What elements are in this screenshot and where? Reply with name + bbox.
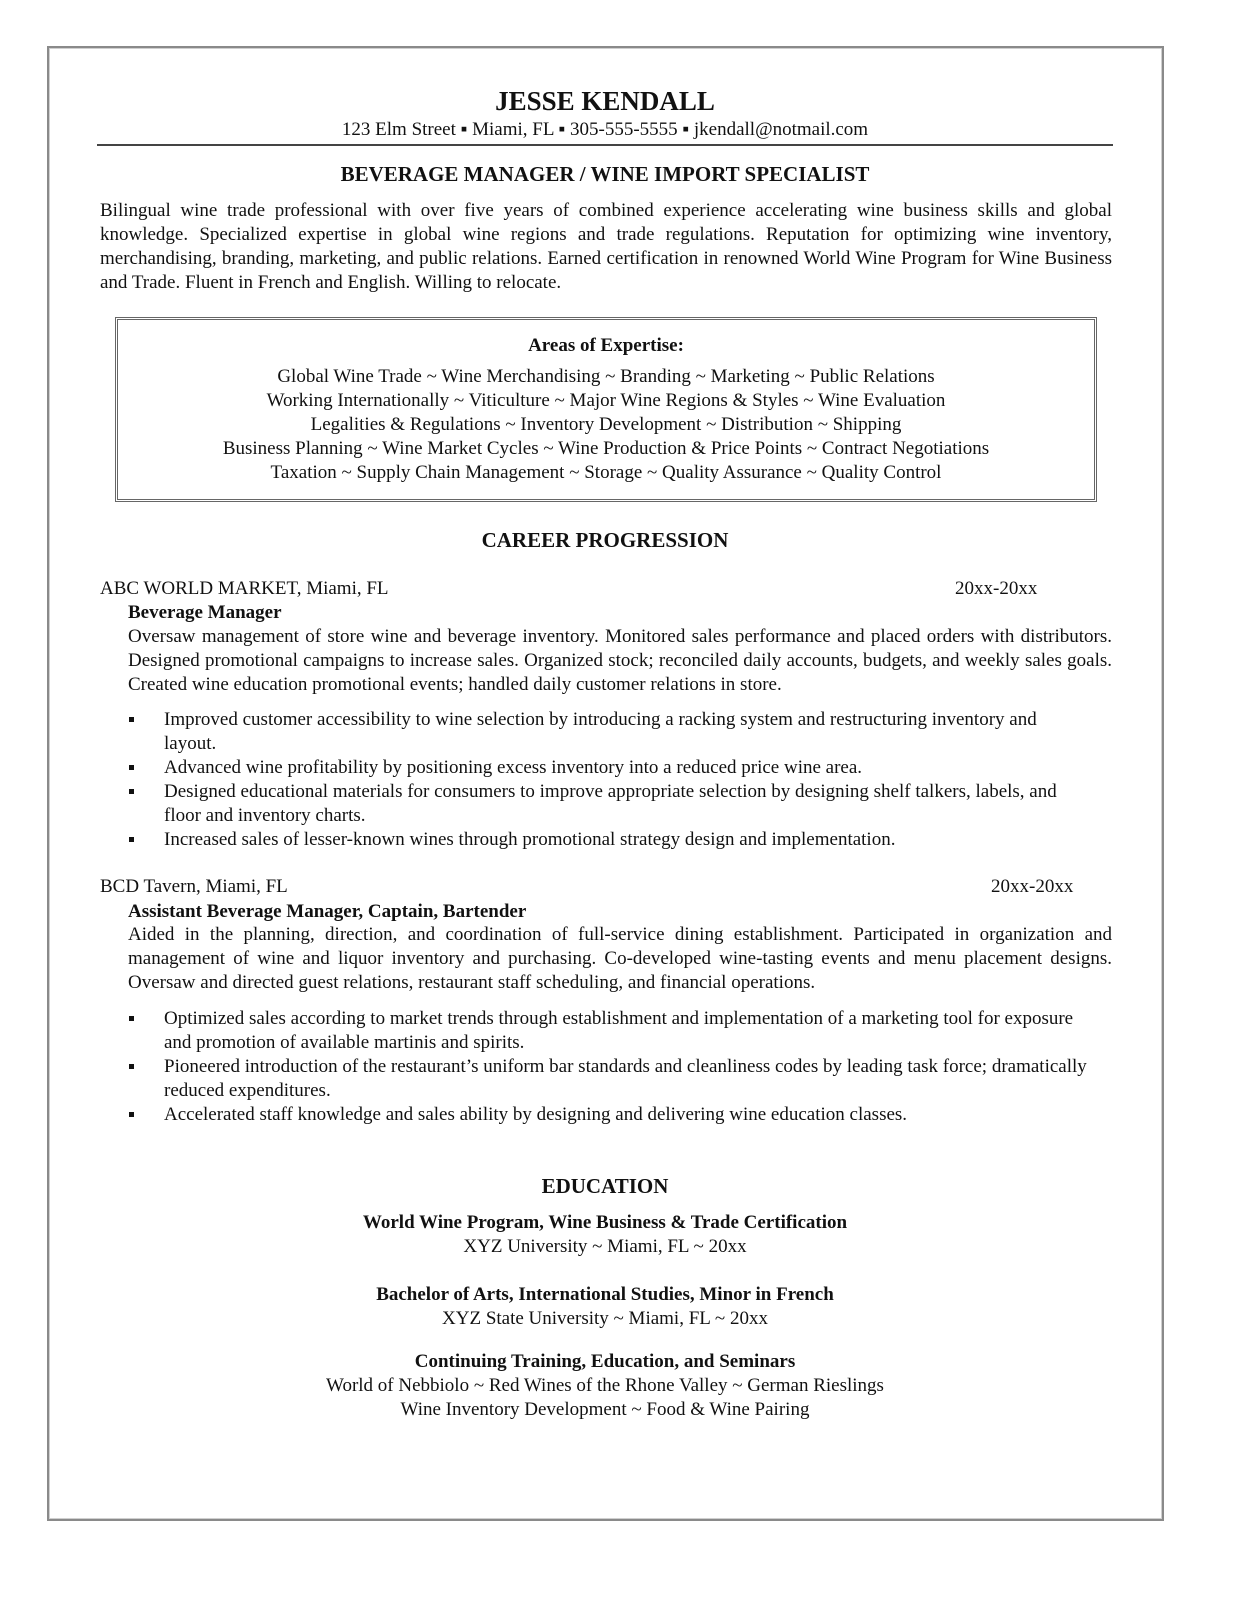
expertise-line: Taxation ~ Supply Chain Management ~ Storage ~ Quality Assurance ~ Quality Control	[270, 462, 942, 483]
education-detail: World of Nebbiolo ~ Red Wines of the Rhone Valley ~ German Rieslings	[326, 1375, 884, 1396]
job-achievements	[128, 1007, 1088, 1127]
job-achievements	[128, 708, 1088, 852]
achievement-item: Advanced wine profitability by positioning excess inventory into a reduced price wine area.	[128, 756, 1088, 780]
job-dates: 20xx-20xx	[991, 876, 1074, 897]
expertise-heading: Areas of Expertise:	[528, 335, 684, 356]
professional-title: BEVERAGE MANAGER / WINE IMPORT SPECIALIST	[340, 162, 870, 186]
expertise-line: Global Wine Trade ~ Wine Merchandising ~ Branding ~ Marketing ~ Public Relations	[277, 366, 935, 387]
job-description: Aided in the planning, direction, and coordination of full-service dining establishment. Participated in organization and management of wine and liquor inventory and purchasing. Co-developed wine-tasting events and menu placement designs. Oversaw and directed guest relations, restaurant staff scheduling, and financial operations.	[128, 924, 1112, 993]
education-title: Bachelor of Arts, International Studies, Minor in French	[376, 1284, 834, 1305]
expertise-line: Business Planning ~ Wine Market Cycles ~ Wine Production & Price Points ~ Contract Negotiations	[222, 438, 990, 459]
contact-info: 123 Elm Street ▪ Miami, FL ▪ 305-555-5555 ▪ jkendall@notmail.com	[341, 119, 869, 140]
education-detail: Wine Inventory Development ~ Food & Wine Pairing	[400, 1399, 810, 1420]
expertise-line: Legalities & Regulations ~ Inventory Development ~ Distribution ~ Shipping	[310, 414, 902, 435]
education-entry	[97, 1350, 1113, 1422]
job-description: Oversaw management of store wine and beverage inventory. Monitored sales performance and placed orders with distributors. Designed promotional campaigns to increase sales. Organized stock; reconciled daily accounts, budgets, and weekly sales goals. Created wine education promotional events; handled daily customer relations in store.	[128, 626, 1112, 695]
summary: Bilingual wine trade professional with over five years of combined experience accelerating wine business skills and global knowledge. Specialized expertise in global wine regions and trade regulations. Reputation for optimizing wine inventory, merchandising, branding, marketing, and public relations. Earned certification in renowned World Wine Program for Wine Business and Trade. Fluent in French and English. Willing to relocate.	[100, 200, 1112, 293]
achievement-item: Optimized sales according to market trends through establishment and implementation of a marketing tool for exposure and promotion of available martinis and spirits.	[128, 1007, 1088, 1055]
education-entry	[97, 1283, 1113, 1331]
header-rule	[97, 144, 1113, 146]
job-role: Assistant Beverage Manager, Captain, Bartender	[128, 901, 527, 922]
job-dates: 20xx-20xx	[955, 578, 1038, 599]
education-detail: XYZ University ~ Miami, FL ~ 20xx	[463, 1236, 747, 1257]
candidate-name: JESSE KENDALL	[495, 86, 715, 116]
achievement-item: Increased sales of lesser-known wines through promotional strategy design and implementation.	[128, 828, 1088, 852]
education-heading: EDUCATION	[541, 1174, 669, 1198]
expertise-line: Working Internationally ~ Viticulture ~ Major Wine Regions & Styles ~ Wine Evaluation	[266, 390, 946, 411]
education-title: Continuing Training, Education, and Seminars	[414, 1351, 796, 1372]
career-heading: CAREER PROGRESSION	[481, 528, 729, 552]
achievement-item: Accelerated staff knowledge and sales ability by designing and delivering wine education classes.	[128, 1103, 1088, 1127]
education-entry	[97, 1211, 1113, 1259]
achievement-item: Designed educational materials for consumers to improve appropriate selection by designing shelf talkers, labels, and floor and inventory charts.	[128, 780, 1088, 828]
job-employer: ABC WORLD MARKET, Miami, FL	[100, 578, 389, 599]
expertise-box	[115, 317, 1097, 502]
job-role: Beverage Manager	[128, 602, 282, 623]
education-detail: XYZ State University ~ Miami, FL ~ 20xx	[442, 1308, 768, 1329]
education-title: World Wine Program, Wine Business & Trade Certification	[362, 1212, 848, 1233]
achievement-item: Improved customer accessibility to wine selection by introducing a racking system and restructuring inventory and layout.	[128, 708, 1088, 756]
expertise-list	[118, 365, 1094, 485]
job-employer: BCD Tavern, Miami, FL	[100, 876, 288, 897]
achievement-item: Pioneered introduction of the restaurant’s uniform bar standards and cleanliness codes by leading task force; dramatically reduced expenditures.	[128, 1055, 1088, 1103]
